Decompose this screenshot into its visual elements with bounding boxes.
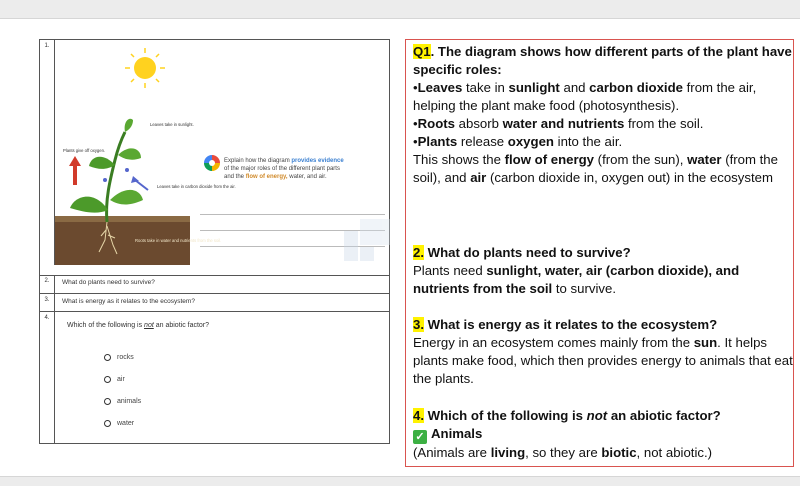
radio-icon[interactable]: [104, 354, 111, 361]
answer-line: [200, 214, 385, 215]
radio-icon[interactable]: [104, 398, 111, 405]
radio-icon[interactable]: [104, 376, 111, 383]
row-number: 1.: [40, 40, 55, 265]
worksheet-row-4: [40, 312, 389, 443]
question-text: What do plants need to survive?: [62, 279, 155, 286]
color-wheel-icon: [203, 154, 221, 172]
svg-text:Leaves take in sunlight.: Leaves take in sunlight.: [150, 122, 194, 127]
row-number: 4.: [40, 312, 55, 443]
svg-text:Roots take in water and nutrie: Roots take in water and nutrients from the soil.: [135, 238, 222, 243]
worksheet: [39, 39, 390, 444]
question-text: Which of the following is not an abiotic factor?: [67, 322, 210, 329]
plant-diagram: [55, 40, 236, 265]
row-number: 2.: [40, 275, 55, 293]
watermark-icon: [342, 217, 398, 269]
option-air[interactable]: air: [104, 376, 125, 383]
option-water[interactable]: water: [104, 420, 134, 427]
sun-icon: [125, 48, 165, 88]
option-animals[interactable]: animals: [104, 398, 141, 405]
answer-q3: 3. What is energy as it relates to the ecosystem? Energy in an ecosystem comes mainly from the sun. It helps plants make food, which then provides energy to animals that eat the plants.: [413, 317, 793, 386]
worksheet-row-2: [40, 275, 389, 294]
svg-text:Plants give off oxygen.: Plants give off oxygen.: [63, 148, 106, 153]
svg-text:Leaves take in carbon dioxide: Leaves take in carbon dioxide from the air.: [157, 184, 236, 189]
row-number: 3.: [40, 294, 55, 311]
answer-q4: 4. Which of the following is not an abiotic factor? ✓ Animals (Animals are living, so they are biotic, not abiotic.): [413, 408, 721, 460]
answer-panel: [405, 39, 794, 467]
document-page: [0, 18, 800, 477]
worksheet-row-3: [40, 294, 389, 312]
radio-icon[interactable]: [104, 420, 111, 427]
checkmark-icon: ✓: [413, 430, 427, 444]
explain-prompt: Explain how the diagram provides evidence of the major roles of the different plant parts and the flow of energy, water, and air.: [224, 158, 344, 180]
bottom-bar: [0, 476, 800, 486]
answer-q2: 2. What do plants need to survive? Plants need sunlight, water, air (carbon dioxide), and nutrients from the soil to survive.: [413, 245, 740, 296]
answer-q1: Q1. The diagram shows how different parts of the plant have specific roles: •Leaves take in sunlight and carbon dioxide from the air, helping the plant make food (photosynthesis). •Roots absorb water and nutrients from the soil. •Plants release oxygen into the air. This shows the flow of energy (from the sun), water (from the soil), and air (carbon dioxide in, oxygen out) in the ecosystem: [413, 44, 792, 185]
question-text: What is energy as it relates to the ecosystem?: [62, 298, 195, 305]
option-rocks[interactable]: rocks: [104, 354, 134, 361]
worksheet-row-1: [40, 40, 389, 265]
